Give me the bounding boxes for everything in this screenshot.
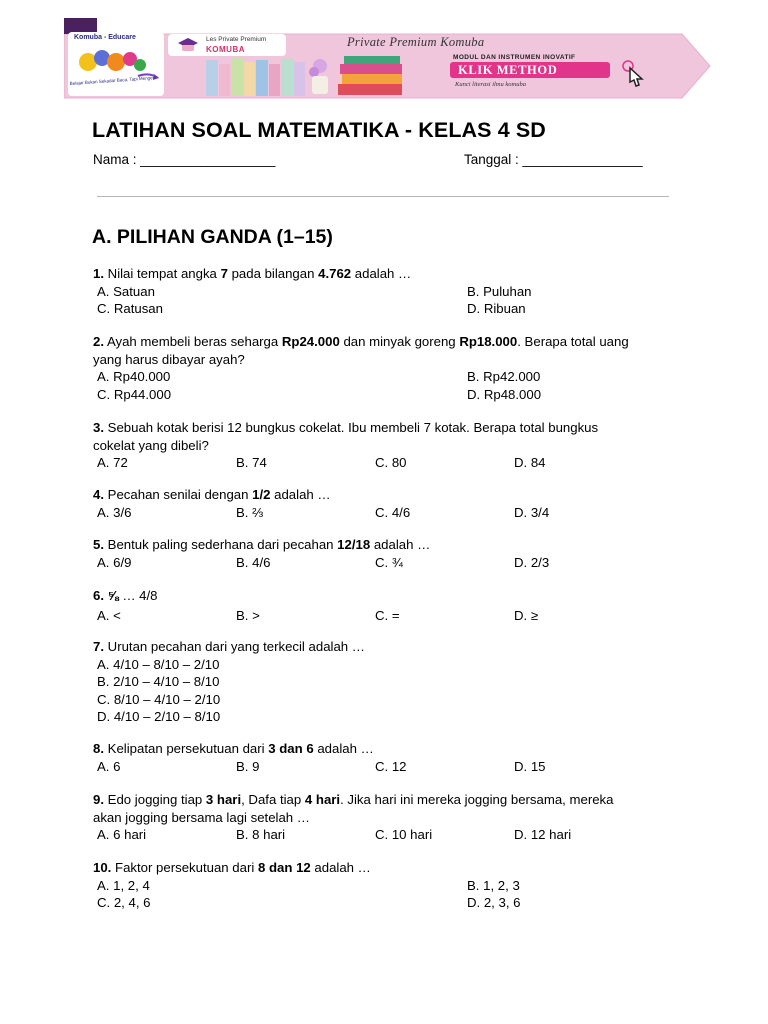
option-c[interactable]: C. 2, 4, 6 xyxy=(97,895,151,910)
question-text: 7. Urutan pecahan dari yang terkecil adalah … xyxy=(93,639,365,654)
option-c[interactable]: C. ¾ xyxy=(375,554,403,570)
option-b[interactable]: B. 74 xyxy=(236,455,267,470)
option-c[interactable]: C. = xyxy=(375,607,400,623)
question-text: 10. Faktor persekutuan dari 8 dan 12 adalah … xyxy=(93,860,371,875)
question-text: 4. Pecahan senilai dengan 1/2 adalah … xyxy=(93,487,331,502)
option-c[interactable]: C. 10 hari xyxy=(375,827,433,842)
name-field: Nama : __________________ xyxy=(93,152,276,167)
option-d[interactable]: D. ≥ xyxy=(514,607,539,623)
logo-tagline: Belajar Bukan Sekadar Baca, Tapi Mengerti xyxy=(69,74,157,87)
option-a[interactable]: A. 4/10 – 8/10 – 2/10 xyxy=(97,656,220,672)
question-text: 2. Ayah membeli beras seharga Rp24.000 dan minyak goreng Rp18.000. Berapa total uang xyxy=(93,334,629,349)
question-9 xyxy=(93,791,683,844)
question-8 xyxy=(93,740,683,775)
option-a[interactable]: A. 3/6 xyxy=(97,504,132,520)
question-7 xyxy=(93,638,683,726)
option-c[interactable]: C. 80 xyxy=(375,455,407,470)
divider xyxy=(97,196,669,197)
question-text-line-2: yang harus dibayar ayah? xyxy=(93,351,245,367)
books-illustration-icon xyxy=(204,54,440,98)
option-b[interactable]: B. 8 hari xyxy=(236,827,286,842)
option-c[interactable]: C. Ratusan xyxy=(97,301,163,316)
option-d[interactable]: D. 2, 3, 6 xyxy=(467,895,521,910)
question-text: 8. Kelipatan persekutuan dari 3 dan 6 adalah … xyxy=(93,741,374,756)
option-a[interactable]: A. 6/9 xyxy=(97,554,132,570)
option-b[interactable]: B. > xyxy=(236,607,260,623)
banner-modul-text: MODUL DAN INSTRUMEN INOVATIF xyxy=(453,54,576,61)
question-text-line-2: cokelat yang dibeli? xyxy=(93,437,209,453)
option-a[interactable]: A. < xyxy=(97,607,121,623)
header-banner xyxy=(64,18,712,102)
option-b[interactable]: B. ⅔ xyxy=(236,504,264,520)
section-title: A. PILIHAN GANDA (1–15) xyxy=(92,226,333,248)
pointer-hand-icon xyxy=(620,58,654,90)
page-title: LATIHAN SOAL MATEMATIKA - KELAS 4 SD xyxy=(92,118,546,142)
question-text-line-2: akan jogging bersama lagi setelah … xyxy=(93,809,310,825)
graduation-icon xyxy=(174,37,202,53)
komuba-logo-icon xyxy=(68,32,164,96)
logo-title: Komuba - Educare xyxy=(74,34,136,41)
option-d[interactable]: D. 12 hari xyxy=(514,827,572,842)
question-3 xyxy=(93,419,683,472)
question-text: 9. Edo jogging tiap 3 hari, Dafa tiap 4 hari. Jika hari ini mereka jogging bersama, mereka xyxy=(93,792,614,807)
option-d[interactable]: D. 15 xyxy=(514,758,546,774)
option-a[interactable]: A. 6 xyxy=(97,758,121,774)
question-5 xyxy=(93,536,683,571)
option-c[interactable]: C. 4/6 xyxy=(375,504,411,520)
option-d[interactable]: D. 2/3 xyxy=(514,554,550,570)
date-field: Tanggal : ________________ xyxy=(464,152,643,167)
pill-line-2: KOMUBA xyxy=(206,45,245,54)
klik-method-badge: KLIK METHOD xyxy=(450,62,610,78)
option-b[interactable]: B. 1, 2, 3 xyxy=(467,877,520,893)
option-c[interactable]: C. 12 xyxy=(375,758,407,774)
question-text: 1. Nilai tempat angka 7 pada bilangan 4.762 adalah … xyxy=(93,266,412,281)
banner-premium-text: Private Premium Komuba xyxy=(347,35,485,49)
option-a[interactable]: A. 6 hari xyxy=(97,827,147,842)
question-text: 3. Sebuah kotak berisi 12 bungkus cokelat. Ibu membeli 7 kotak. Berapa total bungkus xyxy=(93,420,599,435)
option-b[interactable]: B. 9 xyxy=(236,758,260,774)
option-a[interactable]: A. 72 xyxy=(97,455,128,470)
option-a[interactable]: A. Rp40.000 xyxy=(97,369,171,384)
option-d[interactable]: D. 3/4 xyxy=(514,504,550,520)
banner-kunci-text: Kunci literasi ilmu komuba xyxy=(455,81,526,88)
question-4 xyxy=(93,486,683,521)
question-10 xyxy=(93,859,683,912)
option-b[interactable]: B. Rp42.000 xyxy=(467,369,541,384)
option-a[interactable]: A. Satuan xyxy=(97,283,155,299)
option-d[interactable]: D. 4/10 – 2/10 – 8/10 xyxy=(97,709,221,724)
option-b[interactable]: B. 4/6 xyxy=(236,554,271,570)
pill-line-1: Les Private Premium xyxy=(206,36,267,43)
question-2 xyxy=(93,333,683,403)
option-a[interactable]: A. 1, 2, 4 xyxy=(97,877,150,893)
option-b[interactable]: B. Puluhan xyxy=(467,283,532,299)
option-d[interactable]: D. Ribuan xyxy=(467,301,526,316)
option-c[interactable]: C. 8/10 – 4/10 – 2/10 xyxy=(97,691,221,707)
question-text: 6. ⅝ … 4/8 xyxy=(93,588,158,603)
option-d[interactable]: D. Rp48.000 xyxy=(467,386,542,402)
option-b[interactable]: B. 2/10 – 4/10 – 8/10 xyxy=(97,674,220,689)
option-d[interactable]: D. 84 xyxy=(514,455,546,470)
question-1 xyxy=(93,265,683,318)
option-c[interactable]: C. Rp44.000 xyxy=(97,386,172,402)
question-text: 5. Bentuk paling sederhana dari pecahan 12/18 adalah … xyxy=(93,537,431,552)
question-6 xyxy=(93,587,683,624)
